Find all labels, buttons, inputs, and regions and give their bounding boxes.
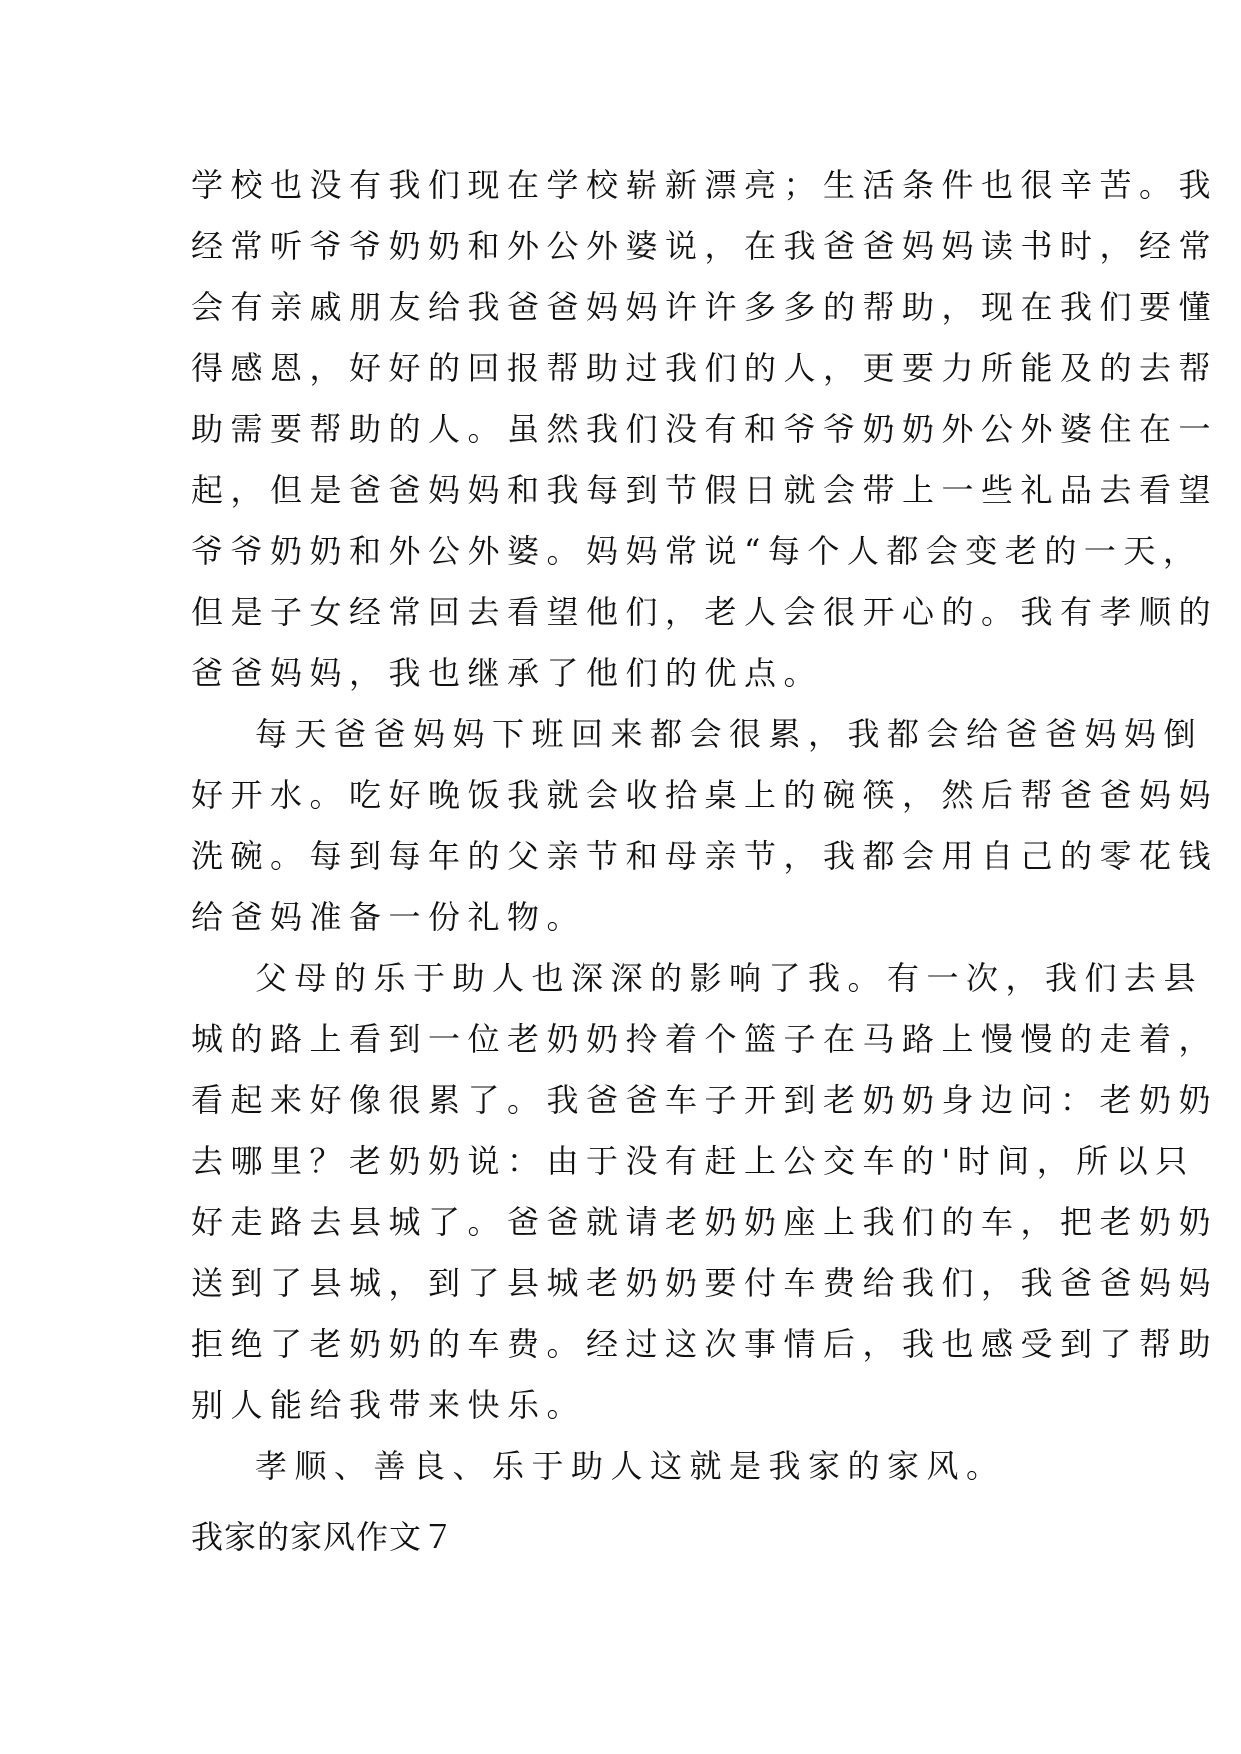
text-line: 每天爸爸妈妈下班回来都会很累，我都会给爸爸妈妈倒 <box>255 715 1204 753</box>
text-line: 给爸妈准备一份礼物。 <box>191 898 587 936</box>
paragraph <box>191 1436 1061 1497</box>
text-line: 送到了县城，到了县城老奶奶要付车费给我们，我爸爸妈妈 <box>191 1264 1219 1302</box>
essay-body <box>191 155 1219 1497</box>
text-line: 城的路上看到一位老奶奶拎着个篮子在马路上慢慢的走着， <box>191 1020 1219 1058</box>
text-line: 别人能给我带来快乐。 <box>191 1386 587 1424</box>
text-line: 起，但是爸爸妈妈和我每到节假日就会带上一些礼品去看望 <box>191 471 1219 509</box>
paragraph <box>191 948 1219 1436</box>
text-line: 洗碗。每到每年的父亲节和母亲节，我都会用自己的零花钱 <box>191 837 1219 875</box>
paragraph <box>191 155 1219 704</box>
text-line: 但是子女经常回去看望他们，老人会很开心的。我有孝顺的 <box>191 593 1219 631</box>
text-line: 拒绝了老奶奶的车费。经过这次事情后，我也感受到了帮助 <box>191 1325 1219 1363</box>
text-line: 好走路去县城了。爸爸就请老奶奶座上我们的车，把老奶奶 <box>191 1203 1219 1241</box>
text-line: 父母的乐于助人也深深的影响了我。有一次，我们去县 <box>255 959 1204 997</box>
text-line: 看起来好像很累了。我爸爸车子开到老奶奶身边问：老奶奶 <box>191 1081 1219 1119</box>
section-heading: 我家的家风作文７ <box>191 1518 456 1556</box>
text-line: 爸爸妈妈，我也继承了他们的优点。 <box>191 654 824 692</box>
text-line: 会有亲戚朋友给我爸爸妈妈许许多多的帮助，现在我们要懂 <box>191 288 1219 326</box>
text-line: 经常听爷爷奶奶和外公外婆说，在我爸爸妈妈读书时，经常 <box>191 227 1219 265</box>
text-line: 去哪里？老奶奶说：由于没有赶上公交车的'时间，所以只 <box>191 1142 1195 1180</box>
paragraph <box>191 704 1219 948</box>
text-line: 孝顺、善良、乐于助人这就是我家的家风。 <box>255 1447 1006 1485</box>
text-line: 学校也没有我们现在学校崭新漂亮；生活条件也很辛苦。我 <box>191 166 1219 204</box>
text-line: 爷爷奶奶和外公外婆。妈妈常说“每个人都会变老的一天， <box>191 532 1203 570</box>
text-line: 得感恩，好好的回报帮助过我们的人，更要力所能及的去帮 <box>191 349 1219 387</box>
text-line: 好开水。吃好晚饭我就会收拾桌上的碗筷，然后帮爸爸妈妈 <box>191 776 1219 814</box>
text-line: 助需要帮助的人。虽然我们没有和爷爷奶奶外公外婆住在一 <box>191 410 1219 448</box>
